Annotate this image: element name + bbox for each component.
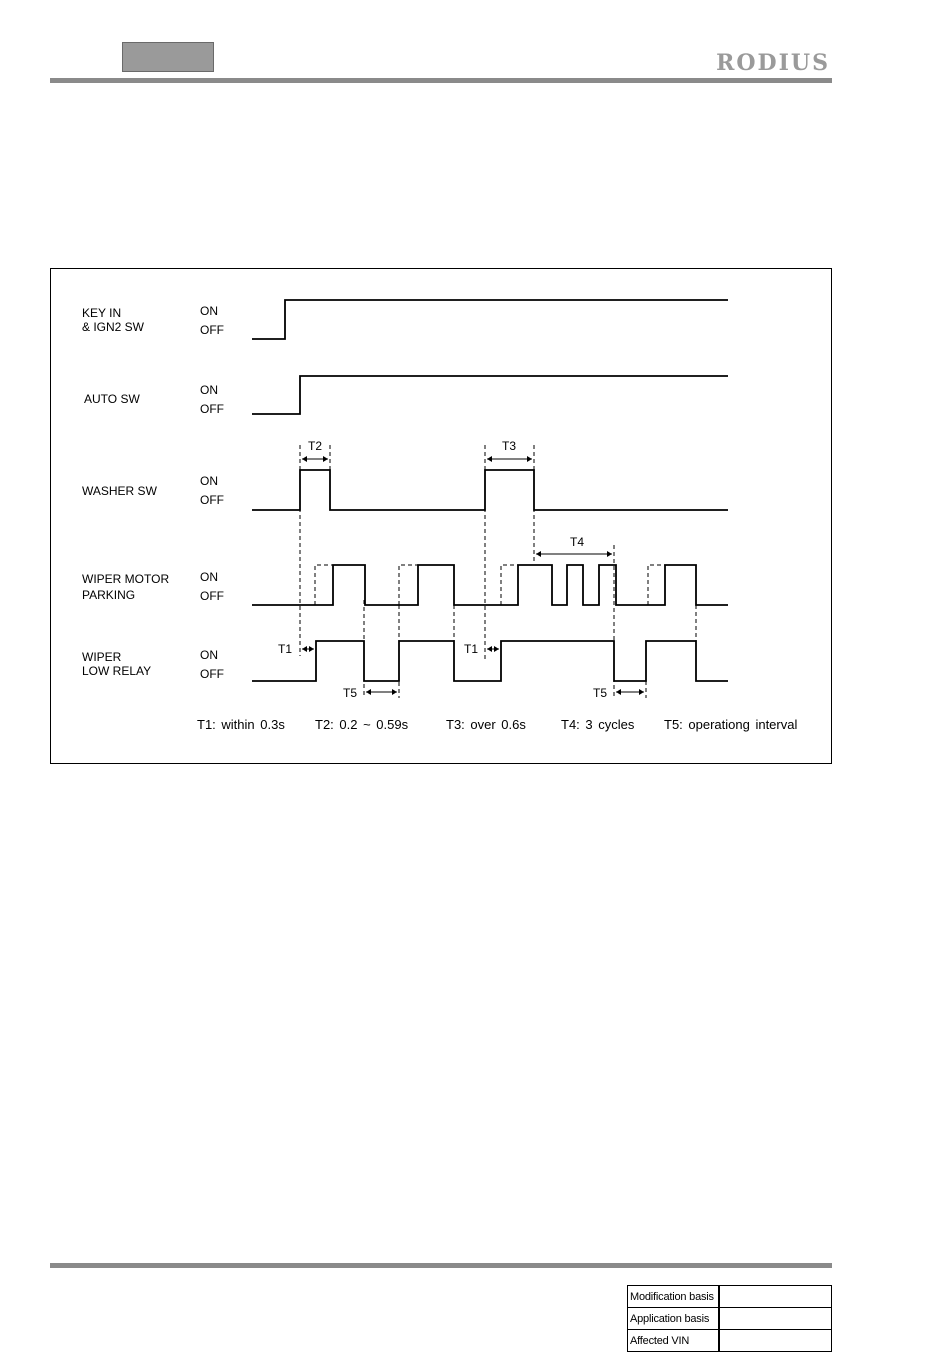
- legend-t5: T5: operationg interval: [664, 717, 798, 732]
- on-label: ON: [200, 648, 218, 662]
- off-label: OFF: [200, 589, 224, 603]
- modification-basis-label: Modification basis: [628, 1286, 720, 1308]
- signal-wiper-low-relay: [82, 648, 224, 681]
- marker-label: T1: [278, 642, 293, 656]
- signal-key-in: [82, 304, 224, 337]
- waveform-wiper-motor-parking-dashed: [501, 565, 518, 605]
- waveform-wiper-low-relay: [252, 641, 728, 681]
- off-label: OFF: [200, 402, 224, 416]
- waveform-wiper-motor-parking: [252, 565, 728, 605]
- affected-vin-value: [719, 1330, 832, 1352]
- on-label: ON: [200, 304, 218, 318]
- application-basis-value: [719, 1308, 832, 1330]
- marker-label: T5: [343, 686, 358, 700]
- legend-t4: T4: 3 cycles: [561, 717, 635, 732]
- brand-logo: RODIUS: [716, 50, 830, 76]
- marker-label: T5: [593, 686, 608, 700]
- application-basis-label: Application basis: [628, 1308, 720, 1330]
- marker-t1-second: [464, 642, 499, 656]
- marker-t4: [536, 535, 612, 557]
- legend-t2: T2: 0.2 ~ 0.59s: [315, 717, 409, 732]
- on-label: ON: [200, 383, 218, 397]
- signal-washer-sw: [82, 474, 224, 507]
- signal-wiper-motor-parking: [82, 570, 224, 603]
- signal-name: PARKING: [82, 588, 136, 602]
- marker-label: T4: [570, 535, 585, 549]
- marker-t2: [302, 439, 328, 462]
- on-label: ON: [200, 570, 218, 584]
- marker-label: T2: [308, 439, 323, 453]
- table-row: [628, 1308, 832, 1330]
- legend: [197, 717, 797, 732]
- marker-t5-second: [593, 686, 644, 700]
- waveform-wiper-motor-parking-dashed: [399, 565, 418, 605]
- off-label: OFF: [200, 323, 224, 337]
- guide-lines: [300, 445, 696, 698]
- off-label: OFF: [200, 493, 224, 507]
- legend-t3: T3: over 0.6s: [446, 717, 526, 732]
- marker-label: T3: [502, 439, 517, 453]
- signal-name: WIPER MOTOR: [82, 572, 170, 586]
- signal-name: LOW RELAY: [82, 664, 152, 678]
- signal-name: KEY IN: [82, 306, 122, 320]
- table-row: [628, 1330, 832, 1352]
- signal-name: AUTO SW: [84, 392, 140, 406]
- table-row: [628, 1286, 832, 1308]
- signal-name: WIPER: [82, 650, 122, 664]
- signal-name: WASHER SW: [82, 484, 157, 498]
- waveform-wiper-motor-parking-dashed: [648, 565, 665, 605]
- signal-auto-sw: [84, 383, 224, 416]
- affected-vin-label: Affected VIN: [628, 1330, 720, 1352]
- marker-t3: [487, 439, 532, 462]
- modification-basis-value: [719, 1286, 832, 1308]
- marker-t1-first: [278, 642, 314, 656]
- waveform-washer-sw: [252, 470, 728, 510]
- marker-label: T1: [464, 642, 479, 656]
- on-label: ON: [200, 474, 218, 488]
- revision-info-table: [627, 1285, 832, 1352]
- waveform-auto-sw: [252, 376, 728, 414]
- legend-t1: T1: within 0.3s: [197, 717, 285, 732]
- signal-name: & IGN2 SW: [82, 320, 145, 334]
- footer-rule: [50, 1263, 832, 1268]
- marker-t5-first: [343, 686, 397, 700]
- waveform-wiper-motor-parking-dashed: [315, 565, 333, 605]
- waveform-key-in: [252, 300, 728, 339]
- off-label: OFF: [200, 667, 224, 681]
